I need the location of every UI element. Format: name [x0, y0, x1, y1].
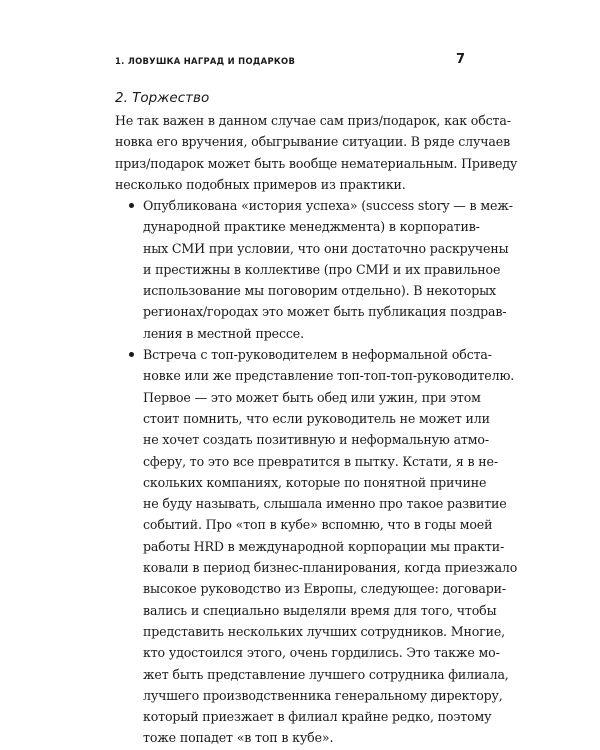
- text-line: ления в местной прессе.: [143, 325, 304, 341]
- text-line: тоже попадет «в топ в кубе».: [143, 730, 334, 746]
- list-item-text: [143, 344, 518, 749]
- text-line: высокое руководство из Европы, следующее: договари-: [143, 581, 506, 597]
- bullet-list: [115, 195, 518, 749]
- text-line: новка его вручения, обыгрывание ситуации. В ряде случаев: [115, 134, 511, 150]
- text-line: несколько подобных примеров из практики.: [115, 176, 406, 192]
- text-line: стоит помнить, что если руководитель не может или: [143, 410, 490, 426]
- text-line: не хочет создать позитивную и неформальную атмо-: [143, 432, 489, 448]
- text-line: Первое — это может быть обед или ужин, при этом: [143, 389, 481, 405]
- text-line: Встреча с топ-руководителем в неформальной обста-: [143, 347, 492, 363]
- text-line: новке или же представление топ-топ-топ-руководителю.: [143, 368, 515, 384]
- text-line: скольких компаниях, которые по понятной причине: [143, 474, 487, 490]
- list-item: [115, 344, 518, 749]
- text-line: регионах/городах это может быть публикация поздрав-: [143, 304, 507, 320]
- text-line: событий. Про «топ в кубе» вспомню, что в годы моей: [143, 517, 493, 533]
- text-line: не буду называть, слышала именно про такое развитие: [143, 496, 507, 512]
- text-line: кто удостоился этого, очень гордились. Это также мо-: [143, 645, 500, 661]
- bullet-icon: [129, 203, 134, 208]
- text-line: Опубликована «история успеха» (success story — в меж-: [143, 198, 513, 213]
- list-item-text: [143, 195, 513, 344]
- text-line: ных СМИ при условии, что они достаточно раскручены: [143, 240, 509, 256]
- text-line: Не так важен в данном случае сам приз/подарок, как обста-: [115, 113, 511, 128]
- text-line: лучшего производственника генеральному директору,: [143, 687, 503, 703]
- text-line: представить нескольких лучших сотрудников. Многие,: [143, 623, 506, 639]
- text-line: работы HRD в международной корпорации мы практи-: [143, 538, 505, 554]
- text-line: приз/подарок может быть вообще нематериальным. Приведу: [115, 155, 518, 171]
- chapter-title: 1. ЛОВУШКА НАГРАД И ПОДАРКОВ: [115, 56, 296, 66]
- text-line: дународной практике менеджмента) в корпоратив-: [143, 219, 480, 235]
- text-line: который приезжает в филиал крайне редко, поэтому: [143, 709, 492, 725]
- text-line: жет быть представление лучшего сотрудника филиала,: [143, 666, 509, 682]
- list-item: [115, 195, 513, 344]
- section-heading: 2. Торжество: [115, 90, 210, 106]
- text-line: использование мы поговорим отдельно). В некоторых: [143, 283, 496, 299]
- text-line: вались и специально выделяли время для того, чтобы: [143, 602, 497, 618]
- text-line: и престижны в коллективе (про СМИ и их правильное: [143, 261, 501, 277]
- page-number: 7: [455, 52, 465, 67]
- running-head: [115, 54, 465, 70]
- bullet-icon: [129, 352, 134, 357]
- text-line: ковали в период бизнес-планирования, когда приезжало: [143, 560, 518, 576]
- text-line: сферу, то это все превратится в пытку. Кстати, я в не-: [143, 453, 498, 469]
- intro-paragraph: [115, 110, 518, 195]
